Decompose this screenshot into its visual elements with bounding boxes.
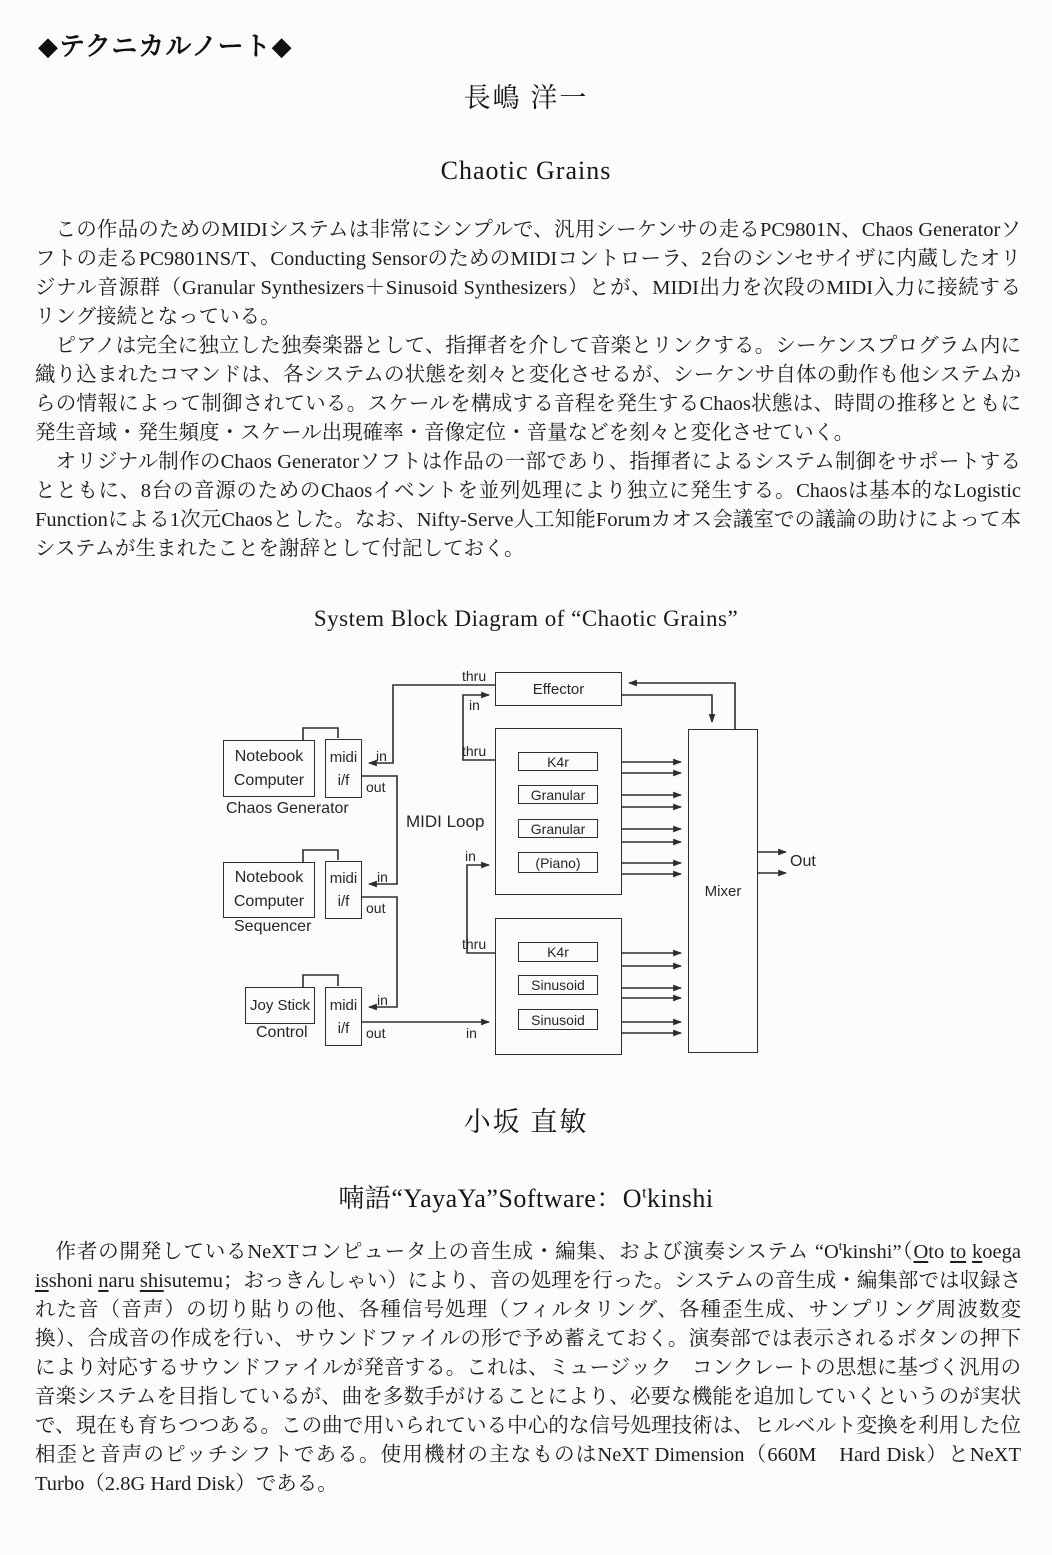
notebook-computer-2-box: Notebook Computer: [223, 862, 315, 918]
notebook-computer-1-box: Notebook Computer: [223, 740, 315, 797]
port-label-effector-thru: thru: [462, 668, 487, 684]
caption-control: Control: [256, 1024, 308, 1041]
paragraph-4: 作者の開発しているNeXTコンピュータ上の音生成・編集、および演奏システム “$O^tkinshi”(Oto$ to koega isshoni naru shisutemu；おっきんしゃい）により、音の処理を行った。システムの音生成・編集部では収録された音（音声）の切り貼りの他、各種信号処理（フィルタリング、各種歪生成、サンプリング周波数変換）、合成音の作成を行い、サウンドファイルの形で予め蓄えておく。演奏部では表示されるボタンの押下により対応するサウンドファイルが発音する。これは、ミュージック コンクレートの思想に基づく汎用の音楽システムを目指しているが、曲を多数手がけることにより、必要な機能を追加していくというのが実状で、現在も育ちつつある。この曲で用いられている中心的な信号処理技術は、ヒルベルト変換を利用した位相歪と音声のピッチシフトである。使用機材の主なものはNeXT Dimension（660M Hard Disk）とNeXT Turbo（2.8G Hard Disk）である。: [35, 1239, 1042, 1495]
caption-midi-loop: MIDI Loop: [406, 812, 485, 831]
effector-box: Effector: [495, 672, 622, 706]
mixer-box: Mixer: [688, 729, 758, 1053]
port-label-midi2-out: out: [366, 900, 386, 916]
port-label-group1-thru: thru: [462, 743, 487, 759]
caption-chaos-generator: Chaos Generator: [226, 800, 349, 817]
section-2-body: [35, 1238, 1042, 1499]
module-g1-granular-1: Granular: [518, 785, 598, 804]
port-label-effector-in: in: [469, 697, 480, 713]
port-label-group1-in: in: [465, 848, 476, 864]
caption-mixer-out: Out: [790, 853, 816, 870]
diagram-caption: System Block Diagram of “Chaotic Grains”: [313, 606, 739, 631]
midi-interface-1-box: midi i/f: [325, 739, 362, 798]
module-g1-granular-2: Granular: [518, 819, 598, 838]
midi-interface-3-box: midi i/f: [325, 987, 362, 1046]
port-label-midi1-out: out: [366, 779, 386, 795]
work-title-1: Chaotic Grains: [440, 156, 612, 185]
port-label-midi3-out: out: [366, 1025, 386, 1041]
section-1-body: [35, 216, 1021, 564]
paragraph-1: この作品のためのMIDIシステムは非常にシンプルで、汎用シーケンサの走るPC9801N、Chaos Generatorソフトの走るPC9801NS/T、Conducting SensorのためのMIDIコントローラ、2台のシンセサイザに内蔵したオリジナル音源群（Granular Synthesizers＋Sinusoid Synthesizers）とが、MIDI出力を次段のMIDI入力に接続するリング接続となっている。: [35, 219, 1021, 328]
module-g1-k4r: K4r: [518, 752, 598, 771]
module-g1-piano: (Piano): [518, 852, 598, 873]
paragraph-2: ピアノは完全に独立した独奏楽器として、指揮者を介して音楽とリンクする。シーケンスプログラム内に織り込まれたコマンドは、各システムの状態を刻々と変化させるが、シーケンサ自体の動作も他システムからの情報によって制御されている。スケールを構成する音程を発生するChaos状態は、時間の推移とともに発生音域・発生頻度・スケール出現確率・音像定位・音量などを刻々と変化させていく。: [35, 335, 1021, 444]
port-label-midi2-in: in: [377, 869, 388, 885]
midi-interface-2-box: midi i/f: [325, 861, 362, 919]
author-name-2: 小坂 直敏: [463, 1107, 589, 1137]
module-g2-k4r: K4r: [518, 942, 598, 962]
author-name-1: 長嶋 洋一: [463, 83, 589, 113]
caption-sequencer: Sequencer: [234, 918, 312, 935]
paragraph-3: オリジナル制作のChaos Generatorソフトは作品の一部であり、指揮者によるシステム制御をサポートするとともに、8台の音源のためのChaosイベントを並列処理により独立に発生する。Chaosは基本的なLogistic Functionによる1次元Chaosとした。なお、Nifty-Serve人工知能Forumカオス会議室での議論の助けによって本システムが生まれたことを謝辞として付記しておく。: [35, 451, 1021, 560]
port-label-midi1-in: in: [376, 748, 387, 764]
port-label-group2-in: in: [466, 1025, 477, 1041]
work-title-2: 喃語“YayaYa”Software：$O^tkinshi$: [338, 1184, 714, 1213]
port-label-group2-thru: thru: [462, 936, 487, 952]
joystick-box: Joy Stick: [245, 987, 315, 1024]
port-label-midi3-in: in: [377, 992, 388, 1008]
page-header: ◆テクニカルノート◆: [38, 31, 293, 61]
module-g2-sinusoid-2: Sinusoid: [518, 1009, 598, 1030]
module-g2-sinusoid-1: Sinusoid: [518, 975, 598, 995]
